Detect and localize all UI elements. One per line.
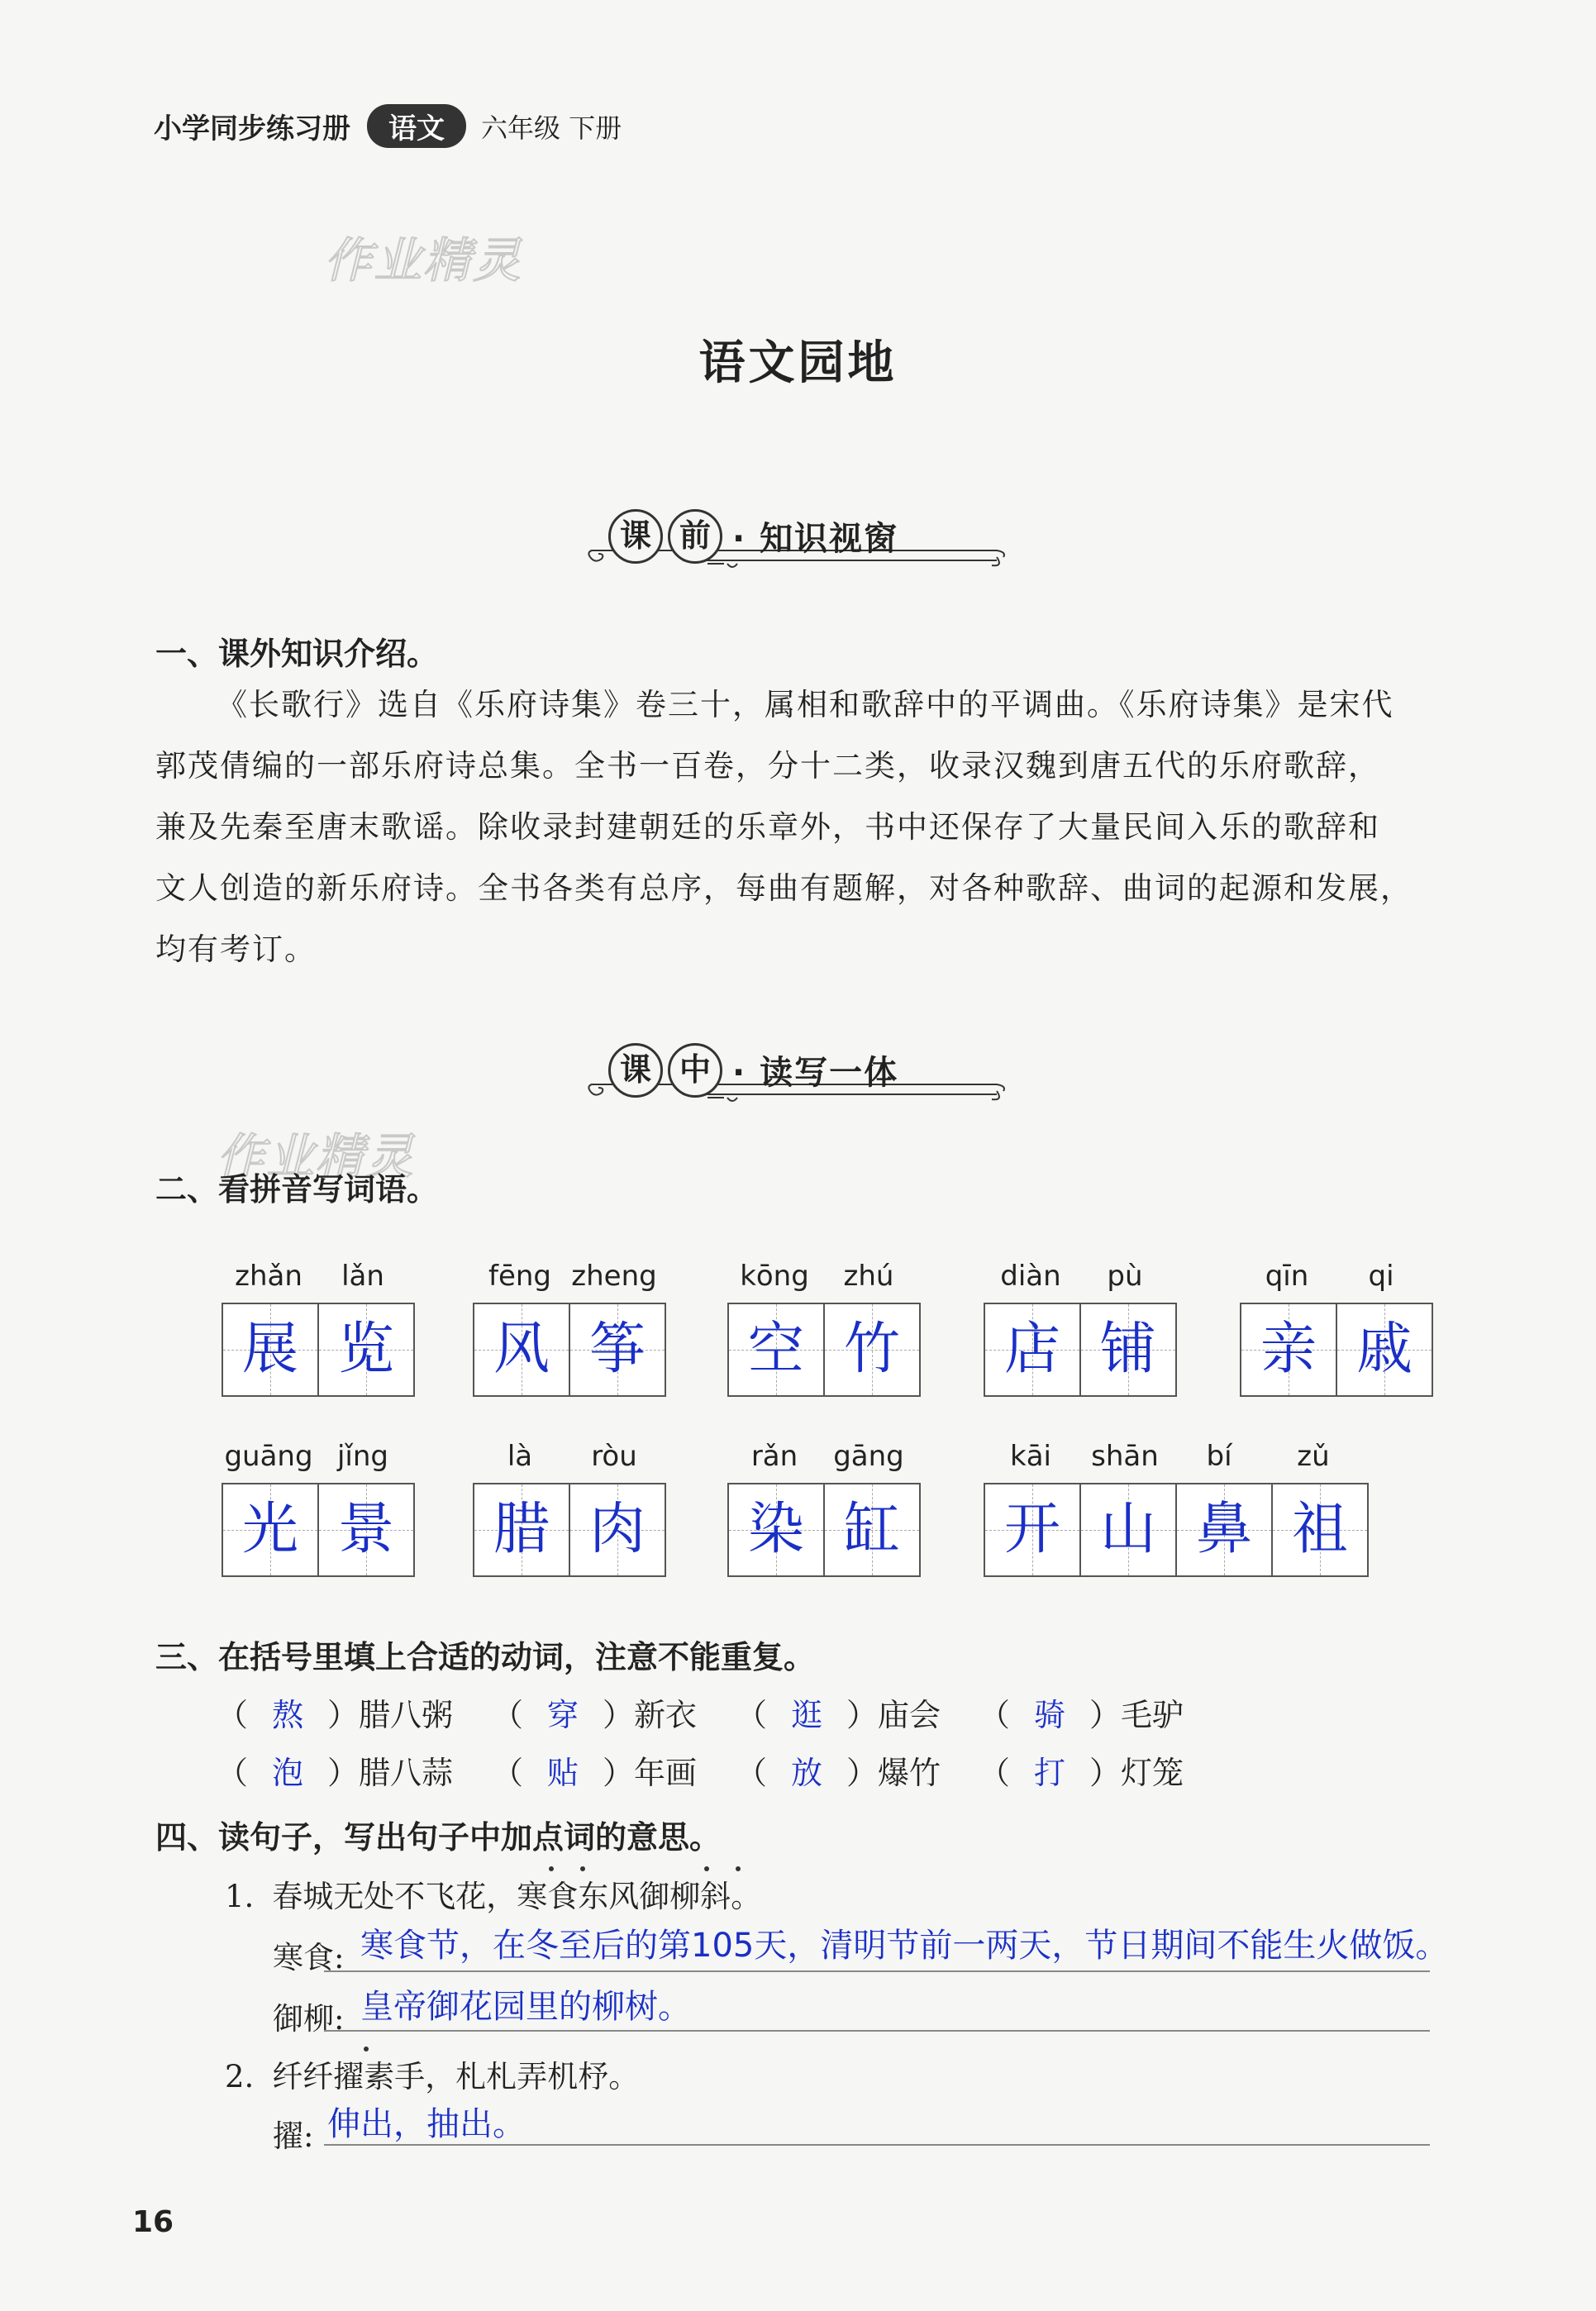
emphasis-dot	[736, 1866, 741, 1871]
paragraph-line: 兼及先秦至唐末歌谣。除收录封建朝廷的乐章外，书中还保存了大量民间入乐的歌辞和	[155, 809, 1380, 845]
emphasis-dot	[704, 1866, 709, 1871]
answer-char-cell: 景	[317, 1484, 413, 1575]
answer-text: 伸出，抽出。	[327, 2105, 526, 2143]
answer-text: 寒食节，在冬至后的第105天，清明节前一两天，节日期间不能生火做饭。	[360, 1927, 1449, 1965]
pinyin-label: bí	[1206, 1440, 1232, 1473]
writing-grid	[473, 1483, 666, 1577]
banner-label: · 知识视窗	[732, 520, 899, 558]
q3-heading: 三、在括号里填上合适的动词，注意不能重复。	[155, 1639, 816, 1675]
answer-char-cell: 鼻	[1175, 1484, 1271, 1575]
answer-char-cell: 戚	[1336, 1304, 1432, 1395]
q1-heading: 一、课外知识介绍。	[155, 636, 439, 672]
answer-char-cell: 肉	[569, 1484, 665, 1575]
book-title: 小学同步练习册	[154, 112, 350, 145]
answer-line	[324, 1970, 1430, 1972]
watermark: 作业精灵	[217, 1128, 416, 1184]
pinyin-label: shān	[1091, 1440, 1159, 1473]
subject-badge: 语文	[367, 104, 466, 148]
paragraph-line: 《长歌行》选自《乐府诗集》卷三十，属相和歌辞中的平调曲。《乐府诗集》是宋代	[217, 687, 1394, 722]
writing-grid	[984, 1483, 1369, 1577]
answer-char-cell: 风	[474, 1304, 569, 1395]
writing-grid	[727, 1303, 921, 1397]
writing-grid	[473, 1303, 666, 1397]
answer-char-cell: 祖	[1271, 1484, 1367, 1575]
watermark: 作业精灵	[324, 232, 523, 288]
answer-text: 皇帝御花园里的柳树。	[360, 1988, 691, 2026]
answer-char-cell: 染	[729, 1484, 823, 1575]
pinyin-label: zǔ	[1297, 1440, 1330, 1473]
answer-char-cell: 腊	[474, 1484, 569, 1575]
answer-label: 寒食:	[273, 1940, 345, 1975]
pinyin-label: fēng	[488, 1260, 552, 1293]
verb-answer: 放	[791, 1755, 823, 1791]
answer-char-cell: 开	[985, 1484, 1079, 1575]
pinyin-label: diàn	[1000, 1260, 1061, 1293]
writing-grid	[222, 1483, 415, 1577]
answer-char-cell: 览	[317, 1304, 413, 1395]
writing-grid	[222, 1303, 415, 1397]
answer-char-cell: 筝	[569, 1304, 665, 1395]
verb-fill-item: （ 逛 ）庙会	[736, 1689, 941, 1735]
answer-line	[324, 2030, 1430, 2032]
paragraph-line: 郭茂倩编的一部乐府诗总集。全书一百卷，分十二类，收录汉魏到唐五代的乐府歌辞，	[155, 748, 1380, 784]
pinyin-label: zheng	[571, 1260, 657, 1293]
answer-line	[324, 2144, 1430, 2146]
q4-heading: 四、读句子，写出句子中加点词的意思。	[155, 1819, 722, 1856]
paragraph-line: 均有考订。	[155, 932, 317, 967]
paragraph-line: 文人创造的新乐府诗。全书各类有总序，每曲有题解，对各种歌辞、曲词的起源和发展，	[155, 870, 1413, 906]
pinyin-label: ròu	[591, 1440, 637, 1473]
banner-label: · 读写一体	[732, 1054, 899, 1092]
verb-answer: 熬	[272, 1697, 304, 1733]
pinyin-label: kōng	[740, 1260, 809, 1293]
verb-fill-item: （ 放 ）爆竹	[736, 1747, 941, 1793]
pinyin-label: rǎn	[750, 1440, 798, 1473]
page-header	[154, 104, 622, 148]
answer-char-cell: 缸	[823, 1484, 919, 1575]
answer-char-cell: 店	[985, 1304, 1079, 1395]
pinyin-label: là	[507, 1440, 533, 1473]
grade-label: 六年级 下册	[481, 112, 622, 144]
verb-answer: 泡	[272, 1755, 304, 1791]
q2-heading: 二、看拼音写词语。	[155, 1171, 439, 1208]
section-banner-pre	[584, 504, 1013, 579]
answer-char-cell: 山	[1079, 1484, 1175, 1575]
pinyin-label: gāng	[833, 1440, 904, 1473]
emphasis-dot	[580, 1866, 585, 1871]
pinyin-label: pù	[1107, 1260, 1143, 1293]
sentence-2: 2. 纤纤擢素手，札札弄机杼。	[225, 2059, 640, 2094]
pinyin-label: kāi	[1010, 1440, 1051, 1473]
pinyin-label: zhǎn	[235, 1260, 303, 1293]
pinyin-label: lǎn	[341, 1260, 384, 1293]
verb-answer: 穿	[547, 1697, 579, 1733]
answer-label: 擢:	[273, 2118, 314, 2154]
emphasis-dot	[364, 2047, 369, 2051]
answer-char-cell: 铺	[1079, 1304, 1175, 1395]
sentence-1: 1. 春城无处不飞花，寒食东风御柳斜。	[225, 1879, 762, 1914]
verb-answer: 骑	[1034, 1697, 1066, 1733]
answer-label: 御柳:	[273, 2001, 345, 2037]
banner-char-1: 课	[608, 1043, 663, 1098]
pinyin-label: qīn	[1265, 1260, 1309, 1293]
verb-answer: 贴	[547, 1755, 579, 1791]
verb-fill-item: （ 贴 ）年画	[492, 1747, 697, 1793]
pinyin-label: zhú	[843, 1260, 894, 1293]
verb-fill-item: （ 熬 ）腊八粥	[217, 1689, 453, 1735]
writing-grid	[1240, 1303, 1433, 1397]
verb-answer: 打	[1034, 1755, 1066, 1791]
banner-char-2: 中	[668, 1043, 722, 1098]
verb-fill-item: （ 穿 ）新衣	[492, 1689, 697, 1735]
page-title: 语文园地	[698, 336, 898, 390]
page-number: 16	[132, 2205, 174, 2239]
answer-char-cell: 展	[223, 1304, 317, 1395]
verb-answer: 逛	[791, 1697, 823, 1733]
answer-char-cell: 亲	[1241, 1304, 1336, 1395]
answer-char-cell: 竹	[823, 1304, 919, 1395]
banner-char-2: 前	[668, 509, 722, 564]
section-banner-mid	[584, 1038, 1013, 1113]
writing-grid	[984, 1303, 1177, 1397]
answer-char-cell: 光	[223, 1484, 317, 1575]
verb-fill-item: （ 打 ）灯笼	[979, 1747, 1184, 1793]
pinyin-label: guāng	[224, 1440, 313, 1473]
verb-fill-item: （ 泡 ）腊八蒜	[217, 1747, 453, 1793]
verb-fill-item: （ 骑 ）毛驴	[979, 1689, 1184, 1735]
banner-char-1: 课	[608, 509, 663, 564]
pinyin-label: qi	[1368, 1260, 1394, 1293]
answer-char-cell: 空	[729, 1304, 823, 1395]
q1-paragraph	[155, 674, 1445, 980]
writing-grid	[727, 1483, 921, 1577]
pinyin-label: jǐng	[336, 1440, 389, 1473]
emphasis-dot	[549, 1866, 554, 1871]
